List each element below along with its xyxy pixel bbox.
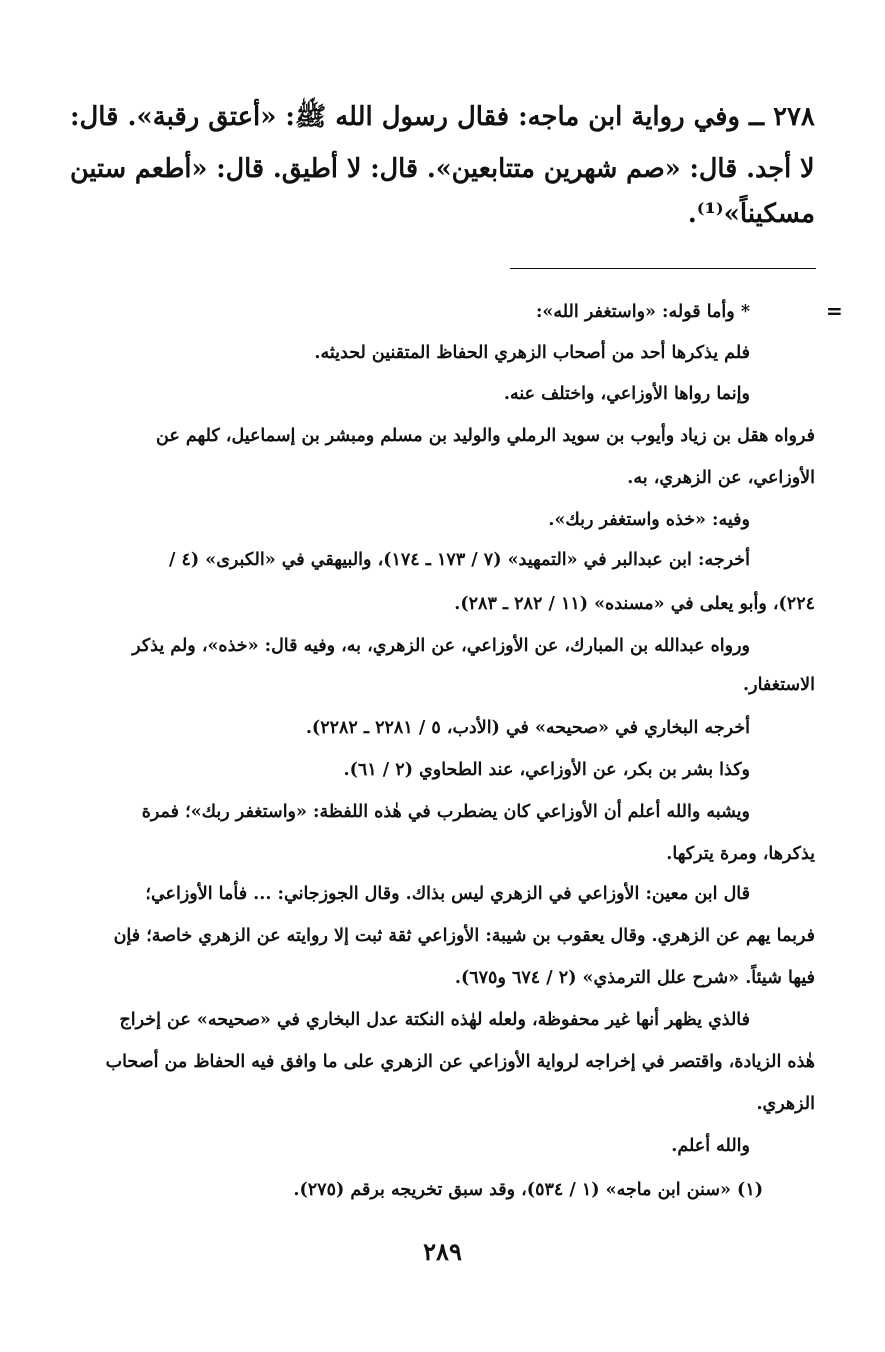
commentary-line: الاستغفار. (743, 675, 815, 695)
commentary-line: وإنما رواها الأوزاعي، واختلف عنه. (503, 384, 750, 404)
commentary-line: هٰذه الزيادة، واقتصر في إخراجه لرواية الأوزاعي عن الزهري على ما وافق فيه الحفاظ من أصحاب (105, 1052, 815, 1072)
continuation-mark: = (826, 299, 843, 323)
main-text-line: لا أجد. قال: «صم شهرين متتابعين». قال: لا أطيق. قال: «أطعم ستين (70, 154, 815, 184)
commentary-line: * وأما قوله: «واستغفر الله»: (535, 302, 750, 322)
page-number: ٢٨٩ (423, 1237, 462, 1266)
commentary-line: فيها شيئاً. «شرح علل الترمذي» (٢ / ٦٧٤ و٦٧٥). (454, 968, 815, 988)
commentary-line: أخرجه: ابن عبدالبر في «التمهيد» (٧ / ١٧٣ ـ ١٧٤)، والبيهقي في «الكبرى» (٤ / (169, 550, 750, 570)
commentary-line: ويشبه والله أعلم أن الأوزاعي كان يضطرب في هٰذه اللفظة: «واستغفر ربك»؛ فمرة (141, 802, 750, 822)
commentary-line: وكذا بشر بن بكر، عن الأوزاعي، عند الطحاوي (٢ / ٦١). (343, 760, 750, 780)
commentary-line: فالذي يظهر أنها غير محفوظة، ولعله لهٰذه النكتة عدل البخاري في «صحيحه» عن إخراج (119, 1010, 750, 1030)
commentary-line: والله أعلم. (671, 1136, 750, 1156)
footnote: (١) «سنن ابن ماجه» (١ / ٥٣٤)، وقد سبق تخريجه برقم (٢٧٥). (293, 1180, 763, 1200)
footnote-separator (510, 268, 816, 269)
commentary-line: فربما يهم عن الزهري. وقال يعقوب بن شيبة: الأوزاعي ثقة ثبت إلا روايته عن الزهري خاصة؛ فإن (113, 926, 815, 946)
commentary-line: ٢٢٤)، وأبو يعلى في «مسنده» (١١ / ٢٨٢ ـ ٢٨٣). (454, 594, 815, 614)
commentary-line: الأوزاعي، عن الزهري، به. (627, 468, 815, 488)
commentary-line: الزهري. (756, 1094, 815, 1114)
commentary-line: يذكرها، ومرة يتركها. (666, 844, 815, 864)
main-text-line: مسكيناً»⁽¹⁾. (687, 199, 815, 229)
commentary-line: ورواه عبدالله بن المبارك، عن الأوزاعي، عن الزهري، به، وفيه قال: «خذه»، ولم يذكر (132, 636, 750, 656)
commentary-line: أخرجه البخاري في «صحيحه» في (الأدب، ٥ / ٢٢٨١ ـ ٢٢٨٢). (305, 718, 750, 738)
commentary-line: قال ابن معين: الأوزاعي في الزهري ليس بذاك. وقال الجوزجاني: ... فأما الأوزاعي؛ (145, 884, 750, 904)
commentary-line: وفيه: «خذه واستغفر ربك». (548, 510, 750, 530)
commentary-line: فرواه هقل بن زياد وأيوب بن سويد الرملي والوليد بن مسلم ومبشر بن إسماعيل، كلهم عن (156, 426, 815, 446)
commentary-line: فلم يذكرها أحد من أصحاب الزهري الحفاظ المتقنين لحديثه. (314, 343, 750, 363)
main-text-line: ٢٧٨ ــ وفي رواية ابن ماجه: فقال رسول الله ﷺ: «أعتق رقبة». قال: (70, 102, 815, 132)
